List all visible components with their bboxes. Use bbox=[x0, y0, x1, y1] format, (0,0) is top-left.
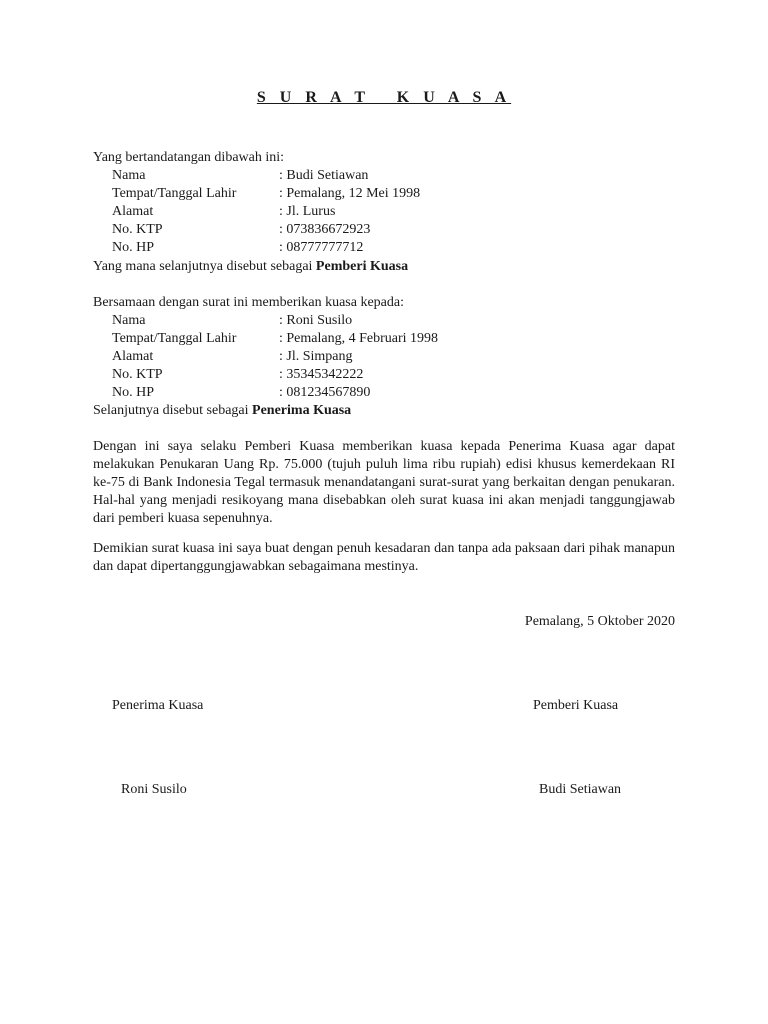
body-paragraph-closing: Demikian surat kuasa ini saya buat dengan penuh kesadaran dan tanpa ada paksaan dari pihak manapun dan dapat dipertanggungjawabkan sebagaimana mestinya. bbox=[93, 541, 675, 574]
field-value: : 08777777712 bbox=[279, 240, 364, 255]
field-label: No. HP bbox=[112, 385, 155, 400]
pemberi-closing-line bbox=[93, 258, 408, 276]
closing-text: Yang mana selanjutnya disebut sebagai bbox=[93, 259, 316, 274]
field-label: No. KTP bbox=[112, 222, 163, 237]
field-label: Tempat/Tanggal Lahir bbox=[112, 186, 237, 201]
place-date: Pemalang, 5 Oktober 2020 bbox=[524, 614, 675, 629]
field-value: : Pemalang, 12 Mei 1998 bbox=[279, 186, 421, 201]
signature-role-right: Pemberi Kuasa bbox=[533, 698, 619, 713]
intro-line: Yang bertandatangan dibawah ini: bbox=[93, 150, 285, 165]
field-value: : 081234567890 bbox=[279, 385, 371, 400]
signature-name-left: Roni Susilo bbox=[121, 782, 187, 797]
field-label: No. KTP bbox=[112, 367, 163, 382]
field-value: : Pemalang, 4 Februari 1998 bbox=[279, 331, 439, 346]
closing-bold-text: Pemberi Kuasa bbox=[315, 259, 409, 274]
closing-text: Selanjutnya disebut sebagai bbox=[93, 403, 253, 418]
closing-bold-text: Penerima Kuasa bbox=[252, 403, 352, 418]
signature-role-left: Penerima Kuasa bbox=[112, 698, 204, 713]
field-label: Alamat bbox=[112, 204, 154, 219]
signature-name-right: Budi Setiawan bbox=[539, 782, 622, 797]
body-paragraph-authorization: Dengan ini saya selaku Pemberi Kuasa memberikan kuasa kepada Penerima Kuasa agar dapat melakukan Penukaran Uang Rp. 75.000 (tujuh puluh lima ribu rupiah) edisi khusus kemerdekaan RI ke-75 di Bank Indonesia Tegal termasuk menandatangani surat-surat yang berkaitan dengan penukaran. Hal-hal yang menjadi resikoyang mana disebabkan oleh surat kuasa ini akan menjadi tanggungjawab dari pemberi kuasa sepenuhnya. bbox=[93, 439, 675, 526]
field-value: : Jl. Simpang bbox=[279, 349, 353, 364]
document-title: S U R A T K U A S A bbox=[256, 89, 512, 106]
penerima-intro-line: Bersamaan dengan surat ini memberikan kuasa kepada: bbox=[93, 295, 404, 310]
field-label: Alamat bbox=[112, 349, 154, 364]
field-label: Tempat/Tanggal Lahir bbox=[112, 331, 237, 346]
field-label: Nama bbox=[112, 313, 146, 328]
field-value: : Jl. Lurus bbox=[279, 204, 336, 219]
field-value: : Roni Susilo bbox=[279, 313, 353, 328]
field-value: : 35345342222 bbox=[279, 367, 364, 382]
field-label: Nama bbox=[112, 168, 146, 183]
penerima-closing-line bbox=[93, 402, 351, 420]
field-label: No. HP bbox=[112, 240, 155, 255]
field-value: : Budi Setiawan bbox=[279, 168, 369, 183]
field-value: : 073836672923 bbox=[279, 222, 371, 237]
